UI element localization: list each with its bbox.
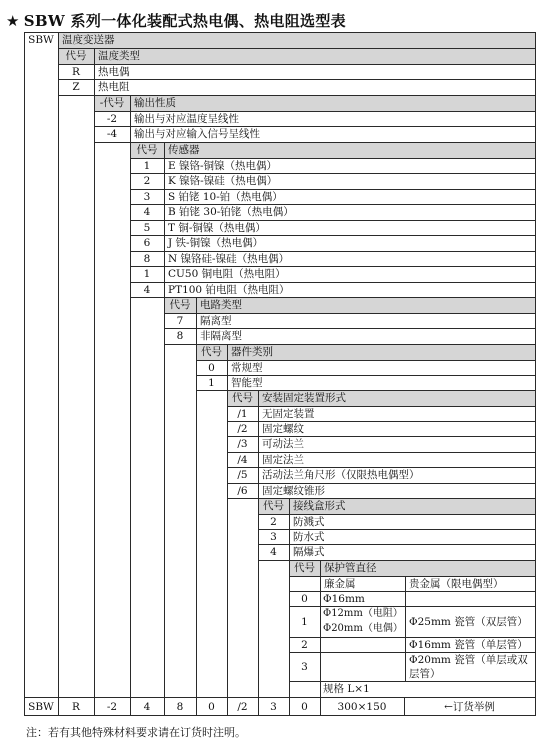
junction-text: 防溅式	[293, 516, 325, 528]
sensor-code: 1	[143, 160, 151, 172]
sensor-code-label: 代号	[136, 144, 158, 156]
example-value: 3	[270, 701, 277, 713]
device-code-label: 代号	[201, 346, 222, 358]
device-header: 器件类别	[231, 346, 273, 358]
root-desc: 温度变送器	[62, 34, 115, 46]
circuit-text: 隔离型	[200, 315, 232, 327]
output-code-label: -代号	[99, 97, 125, 109]
sensor-text: K 镍铬-镍硅（热电偶）	[168, 175, 278, 187]
sensor-header: 传感器	[168, 144, 200, 156]
protect-code: 2	[301, 639, 308, 651]
protect-noble: Φ25mm 瓷管（双层管）	[409, 616, 528, 628]
sensor-code: 2	[143, 175, 151, 187]
protect-noble: Φ16mm 瓷管（单层管）	[409, 639, 528, 651]
sensor-text: B 铂铑 30-铂铑（热电偶）	[168, 206, 294, 218]
sensor-code: 4	[143, 206, 151, 218]
example-label: ←订货举例	[444, 701, 495, 713]
mount-code: /1	[237, 408, 248, 420]
protect-header: 保护管直径	[324, 562, 377, 574]
protect-noble: 层管）	[409, 668, 441, 680]
selection-table	[24, 32, 536, 716]
sensor-code: 4	[143, 284, 151, 296]
mount-text: 固定法兰	[262, 454, 304, 466]
sensor-text: CU50 铜电阻（热电阻）	[168, 268, 286, 280]
device-text: 常规型	[231, 362, 263, 374]
sensor-text: N 镍铬硅-镍硅（热电偶）	[168, 253, 290, 265]
title-text: SBW 系列一体化装配式热电偶、热电阻选型表	[23, 12, 346, 30]
junction-text: 隔爆式	[293, 546, 325, 558]
page-title	[6, 10, 346, 31]
protect-spec: 规格 L×1	[323, 683, 370, 695]
protect-code: 1	[301, 616, 308, 628]
example-value: R	[72, 701, 80, 713]
star-icon: ★	[6, 12, 20, 30]
root-code: SBW	[28, 34, 54, 46]
example-value: 300×150	[337, 701, 387, 713]
protect-base: Φ12mm（电阻）	[323, 608, 403, 619]
protect-col-noble: 贵金属（限电偶型）	[409, 578, 504, 590]
device-text: 智能型	[231, 377, 263, 389]
protect-base: Φ20mm（电偶）	[323, 623, 403, 634]
example-value: /2	[237, 701, 248, 713]
protect-code: 0	[301, 593, 308, 605]
junction-code: 3	[270, 531, 277, 543]
sensor-code: 6	[143, 237, 151, 249]
circuit-header: 电路类型	[200, 299, 242, 311]
sensor-code: 1	[143, 268, 151, 280]
junction-code-label: 代号	[263, 500, 284, 512]
temp-header: 温度类型	[98, 50, 140, 62]
sensor-text: T 铜-铜镍（热电偶）	[168, 222, 266, 234]
output-code: -2	[106, 113, 118, 125]
sensor-code: 5	[143, 222, 151, 234]
sensor-code: 8	[143, 253, 151, 265]
mount-text: 固定螺纹锥形	[262, 485, 325, 497]
mount-code: /6	[237, 485, 248, 497]
circuit-code: 7	[176, 315, 184, 327]
mount-text: 固定螺纹	[262, 423, 304, 435]
junction-text: 防水式	[293, 531, 325, 543]
mount-text: 无固定装置	[262, 408, 315, 420]
mount-text: 活动法兰角尺形（仅限热电偶型）	[262, 469, 420, 481]
root-header-shade	[58, 32, 536, 48]
mount-code-label: 代号	[232, 392, 253, 404]
example-value: 0	[301, 701, 308, 713]
sensor-text: E 镍铬-铜镍（热电偶）	[168, 160, 278, 172]
junction-header: 接线盒形式	[293, 500, 346, 512]
output-code: -4	[106, 128, 118, 140]
output-text: 输出与对应输入信号呈线性	[134, 128, 260, 140]
example-value: 4	[143, 701, 151, 713]
footnote: 注：若有其他特殊材料要求请在订货时注明。	[26, 726, 246, 739]
protect-col-base: 廉金属	[324, 578, 356, 590]
device-code: 1	[208, 377, 215, 389]
example-value: -2	[106, 701, 118, 713]
junction-code: 4	[270, 546, 277, 558]
example-value: 8	[176, 701, 184, 713]
junction-code: 2	[270, 516, 277, 528]
example-value: SBW	[28, 701, 54, 713]
device-code: 0	[208, 362, 215, 374]
temp-code-label: 代号	[65, 50, 87, 62]
mount-code: /3	[237, 438, 248, 450]
protect-base: Φ16mm	[323, 593, 365, 605]
mount-code: /2	[237, 423, 248, 435]
sensor-text: J 铁-铜镍（热电偶）	[168, 237, 264, 249]
protect-noble: Φ20mm 瓷管（单层或双	[409, 654, 528, 666]
protect-code-label: 代号	[294, 562, 315, 574]
output-text: 输出与对应温度呈线性	[134, 113, 239, 125]
protect-code: 3	[301, 661, 308, 673]
temp-text: 热电偶	[98, 66, 130, 78]
sensor-text: PT100 铂电阻（热电阻）	[168, 284, 290, 296]
temp-code: R	[72, 66, 80, 78]
circuit-code-label: 代号	[169, 299, 191, 311]
temp-code: Z	[72, 81, 80, 93]
mount-header: 安装固定装置形式	[262, 392, 346, 404]
example-value: 0	[208, 701, 215, 713]
circuit-text: 非隔离型	[200, 330, 242, 342]
temp-text: 热电阻	[98, 81, 130, 93]
sensor-code: 3	[143, 191, 151, 203]
sensor-text: S 铂铑 10-铂（热电偶）	[168, 191, 283, 203]
output-header: 输出性质	[134, 97, 176, 109]
mount-code: /4	[237, 454, 248, 466]
mount-code: /5	[237, 469, 248, 481]
circuit-code: 8	[176, 330, 184, 342]
mount-text: 可动法兰	[262, 438, 304, 450]
